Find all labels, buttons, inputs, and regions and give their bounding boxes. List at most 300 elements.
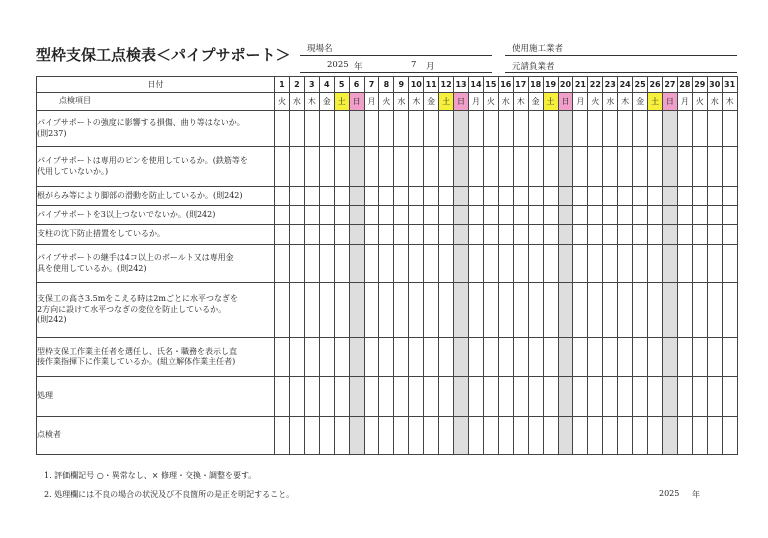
check-cell[interactable]	[633, 147, 648, 187]
check-cell[interactable]	[588, 338, 603, 377]
check-cell[interactable]	[588, 111, 603, 147]
check-cell[interactable]	[528, 377, 543, 417]
check-cell[interactable]	[558, 417, 573, 455]
check-cell[interactable]	[603, 225, 618, 245]
check-cell[interactable]	[588, 206, 603, 225]
check-cell[interactable]	[528, 283, 543, 338]
check-cell[interactable]	[334, 338, 349, 377]
check-cell[interactable]	[618, 111, 633, 147]
check-cell[interactable]	[349, 147, 364, 187]
check-cell[interactable]	[439, 147, 454, 187]
check-cell[interactable]	[364, 417, 379, 455]
check-cell[interactable]	[573, 225, 588, 245]
check-cell[interactable]	[468, 377, 483, 417]
check-cell[interactable]	[573, 283, 588, 338]
check-cell[interactable]	[349, 206, 364, 225]
check-cell[interactable]	[648, 377, 663, 417]
check-cell[interactable]	[454, 111, 469, 147]
check-cell[interactable]	[349, 417, 364, 455]
check-cell[interactable]	[289, 338, 304, 377]
check-cell[interactable]	[304, 283, 319, 338]
check-cell[interactable]	[364, 147, 379, 187]
check-cell[interactable]	[573, 245, 588, 283]
check-cell[interactable]	[707, 245, 722, 283]
check-cell[interactable]	[379, 111, 394, 147]
check-cell[interactable]	[498, 187, 513, 206]
check-cell[interactable]	[707, 338, 722, 377]
check-cell[interactable]	[409, 417, 424, 455]
check-cell[interactable]	[588, 245, 603, 283]
check-cell[interactable]	[349, 187, 364, 206]
check-cell[interactable]	[722, 225, 737, 245]
check-cell[interactable]	[692, 206, 707, 225]
check-cell[interactable]	[543, 187, 558, 206]
check-cell[interactable]	[334, 377, 349, 417]
check-cell[interactable]	[483, 206, 498, 225]
check-cell[interactable]	[394, 245, 409, 283]
check-cell[interactable]	[424, 245, 439, 283]
check-cell[interactable]	[707, 377, 722, 417]
check-cell[interactable]	[379, 147, 394, 187]
check-cell[interactable]	[573, 377, 588, 417]
check-cell[interactable]	[677, 417, 692, 455]
check-cell[interactable]	[334, 283, 349, 338]
check-cell[interactable]	[439, 111, 454, 147]
check-cell[interactable]	[275, 187, 290, 206]
check-cell[interactable]	[528, 338, 543, 377]
check-cell[interactable]	[364, 225, 379, 245]
check-cell[interactable]	[275, 225, 290, 245]
check-cell[interactable]	[349, 245, 364, 283]
check-cell[interactable]	[588, 147, 603, 187]
check-cell[interactable]	[275, 338, 290, 377]
check-cell[interactable]	[379, 206, 394, 225]
check-cell[interactable]	[633, 417, 648, 455]
check-cell[interactable]	[677, 377, 692, 417]
check-cell[interactable]	[364, 245, 379, 283]
check-cell[interactable]	[722, 245, 737, 283]
check-cell[interactable]	[349, 225, 364, 245]
check-cell[interactable]	[528, 206, 543, 225]
check-cell[interactable]	[662, 377, 677, 417]
check-cell[interactable]	[483, 245, 498, 283]
check-cell[interactable]	[677, 338, 692, 377]
check-cell[interactable]	[319, 338, 334, 377]
check-cell[interactable]	[275, 283, 290, 338]
check-cell[interactable]	[394, 417, 409, 455]
check-cell[interactable]	[648, 417, 663, 455]
check-cell[interactable]	[364, 283, 379, 338]
check-cell[interactable]	[483, 187, 498, 206]
check-cell[interactable]	[528, 111, 543, 147]
check-cell[interactable]	[722, 187, 737, 206]
check-cell[interactable]	[558, 245, 573, 283]
check-cell[interactable]	[662, 111, 677, 147]
check-cell[interactable]	[439, 225, 454, 245]
check-cell[interactable]	[379, 245, 394, 283]
check-cell[interactable]	[513, 245, 528, 283]
check-cell[interactable]	[289, 225, 304, 245]
check-cell[interactable]	[394, 187, 409, 206]
check-cell[interactable]	[692, 377, 707, 417]
check-cell[interactable]	[662, 187, 677, 206]
check-cell[interactable]	[304, 147, 319, 187]
check-cell[interactable]	[424, 417, 439, 455]
check-cell[interactable]	[424, 377, 439, 417]
check-cell[interactable]	[289, 283, 304, 338]
check-cell[interactable]	[692, 338, 707, 377]
check-cell[interactable]	[468, 206, 483, 225]
check-cell[interactable]	[364, 206, 379, 225]
check-cell[interactable]	[618, 377, 633, 417]
check-cell[interactable]	[558, 111, 573, 147]
check-cell[interactable]	[498, 206, 513, 225]
check-cell[interactable]	[618, 283, 633, 338]
check-cell[interactable]	[722, 283, 737, 338]
check-cell[interactable]	[618, 417, 633, 455]
check-cell[interactable]	[603, 245, 618, 283]
check-cell[interactable]	[677, 206, 692, 225]
check-cell[interactable]	[543, 225, 558, 245]
check-cell[interactable]	[468, 338, 483, 377]
check-cell[interactable]	[319, 417, 334, 455]
check-cell[interactable]	[379, 187, 394, 206]
check-cell[interactable]	[543, 206, 558, 225]
check-cell[interactable]	[468, 147, 483, 187]
check-cell[interactable]	[334, 245, 349, 283]
check-cell[interactable]	[275, 111, 290, 147]
check-cell[interactable]	[483, 111, 498, 147]
check-cell[interactable]	[558, 283, 573, 338]
check-cell[interactable]	[334, 187, 349, 206]
check-cell[interactable]	[618, 225, 633, 245]
check-cell[interactable]	[275, 147, 290, 187]
check-cell[interactable]	[304, 417, 319, 455]
check-cell[interactable]	[558, 338, 573, 377]
check-cell[interactable]	[394, 147, 409, 187]
check-cell[interactable]	[498, 111, 513, 147]
check-cell[interactable]	[439, 245, 454, 283]
check-cell[interactable]	[528, 417, 543, 455]
check-cell[interactable]	[439, 377, 454, 417]
check-cell[interactable]	[289, 206, 304, 225]
check-cell[interactable]	[573, 206, 588, 225]
check-cell[interactable]	[588, 417, 603, 455]
check-cell[interactable]	[349, 377, 364, 417]
check-cell[interactable]	[483, 377, 498, 417]
check-cell[interactable]	[573, 147, 588, 187]
check-cell[interactable]	[707, 417, 722, 455]
check-cell[interactable]	[707, 147, 722, 187]
check-cell[interactable]	[707, 111, 722, 147]
check-cell[interactable]	[394, 338, 409, 377]
check-cell[interactable]	[722, 338, 737, 377]
check-cell[interactable]	[513, 111, 528, 147]
check-cell[interactable]	[319, 206, 334, 225]
check-cell[interactable]	[648, 206, 663, 225]
check-cell[interactable]	[618, 187, 633, 206]
check-cell[interactable]	[722, 377, 737, 417]
check-cell[interactable]	[543, 111, 558, 147]
check-cell[interactable]	[588, 187, 603, 206]
check-cell[interactable]	[722, 147, 737, 187]
check-cell[interactable]	[439, 187, 454, 206]
check-cell[interactable]	[394, 225, 409, 245]
check-cell[interactable]	[319, 377, 334, 417]
check-cell[interactable]	[677, 187, 692, 206]
check-cell[interactable]	[588, 377, 603, 417]
check-cell[interactable]	[722, 206, 737, 225]
check-cell[interactable]	[648, 245, 663, 283]
check-cell[interactable]	[468, 225, 483, 245]
check-cell[interactable]	[304, 187, 319, 206]
check-cell[interactable]	[409, 187, 424, 206]
check-cell[interactable]	[558, 225, 573, 245]
check-cell[interactable]	[498, 338, 513, 377]
check-cell[interactable]	[349, 338, 364, 377]
check-cell[interactable]	[513, 338, 528, 377]
check-cell[interactable]	[722, 111, 737, 147]
check-cell[interactable]	[289, 245, 304, 283]
check-cell[interactable]	[588, 225, 603, 245]
check-cell[interactable]	[409, 147, 424, 187]
check-cell[interactable]	[498, 283, 513, 338]
check-cell[interactable]	[662, 283, 677, 338]
check-cell[interactable]	[662, 206, 677, 225]
check-cell[interactable]	[439, 283, 454, 338]
check-cell[interactable]	[275, 417, 290, 455]
check-cell[interactable]	[454, 338, 469, 377]
check-cell[interactable]	[528, 147, 543, 187]
check-cell[interactable]	[603, 283, 618, 338]
check-cell[interactable]	[319, 225, 334, 245]
check-cell[interactable]	[409, 338, 424, 377]
check-cell[interactable]	[543, 417, 558, 455]
check-cell[interactable]	[468, 283, 483, 338]
check-cell[interactable]	[513, 147, 528, 187]
check-cell[interactable]	[409, 206, 424, 225]
check-cell[interactable]	[603, 377, 618, 417]
check-cell[interactable]	[618, 245, 633, 283]
check-cell[interactable]	[468, 111, 483, 147]
check-cell[interactable]	[633, 377, 648, 417]
check-cell[interactable]	[498, 417, 513, 455]
check-cell[interactable]	[543, 338, 558, 377]
check-cell[interactable]	[304, 245, 319, 283]
check-cell[interactable]	[573, 187, 588, 206]
check-cell[interactable]	[618, 147, 633, 187]
check-cell[interactable]	[528, 245, 543, 283]
check-cell[interactable]	[439, 338, 454, 377]
check-cell[interactable]	[289, 377, 304, 417]
check-cell[interactable]	[558, 147, 573, 187]
check-cell[interactable]	[319, 245, 334, 283]
check-cell[interactable]	[454, 225, 469, 245]
check-cell[interactable]	[364, 377, 379, 417]
check-cell[interactable]	[334, 206, 349, 225]
check-cell[interactable]	[289, 417, 304, 455]
check-cell[interactable]	[558, 187, 573, 206]
check-cell[interactable]	[633, 111, 648, 147]
check-cell[interactable]	[618, 338, 633, 377]
check-cell[interactable]	[424, 225, 439, 245]
check-cell[interactable]	[543, 283, 558, 338]
check-cell[interactable]	[633, 283, 648, 338]
check-cell[interactable]	[334, 417, 349, 455]
check-cell[interactable]	[677, 225, 692, 245]
check-cell[interactable]	[454, 206, 469, 225]
check-cell[interactable]	[662, 245, 677, 283]
check-cell[interactable]	[424, 338, 439, 377]
check-cell[interactable]	[633, 206, 648, 225]
check-cell[interactable]	[483, 338, 498, 377]
check-cell[interactable]	[513, 377, 528, 417]
check-cell[interactable]	[528, 187, 543, 206]
check-cell[interactable]	[289, 147, 304, 187]
check-cell[interactable]	[379, 338, 394, 377]
check-cell[interactable]	[513, 225, 528, 245]
check-cell[interactable]	[603, 187, 618, 206]
check-cell[interactable]	[662, 417, 677, 455]
check-cell[interactable]	[379, 417, 394, 455]
check-cell[interactable]	[573, 111, 588, 147]
check-cell[interactable]	[707, 187, 722, 206]
check-cell[interactable]	[707, 225, 722, 245]
check-cell[interactable]	[483, 147, 498, 187]
check-cell[interactable]	[304, 225, 319, 245]
check-cell[interactable]	[289, 187, 304, 206]
check-cell[interactable]	[364, 187, 379, 206]
check-cell[interactable]	[394, 206, 409, 225]
check-cell[interactable]	[483, 225, 498, 245]
check-cell[interactable]	[573, 417, 588, 455]
check-cell[interactable]	[513, 283, 528, 338]
check-cell[interactable]	[662, 225, 677, 245]
check-cell[interactable]	[379, 377, 394, 417]
check-cell[interactable]	[424, 147, 439, 187]
check-cell[interactable]	[468, 245, 483, 283]
check-cell[interactable]	[648, 283, 663, 338]
check-cell[interactable]	[692, 147, 707, 187]
check-cell[interactable]	[319, 147, 334, 187]
check-cell[interactable]	[454, 283, 469, 338]
check-cell[interactable]	[707, 283, 722, 338]
check-cell[interactable]	[603, 417, 618, 455]
check-cell[interactable]	[424, 206, 439, 225]
check-cell[interactable]	[275, 377, 290, 417]
check-cell[interactable]	[468, 417, 483, 455]
check-cell[interactable]	[334, 111, 349, 147]
check-cell[interactable]	[707, 206, 722, 225]
check-cell[interactable]	[304, 206, 319, 225]
check-cell[interactable]	[424, 187, 439, 206]
check-cell[interactable]	[633, 225, 648, 245]
check-cell[interactable]	[409, 245, 424, 283]
check-cell[interactable]	[483, 283, 498, 338]
check-cell[interactable]	[409, 283, 424, 338]
check-cell[interactable]	[319, 187, 334, 206]
check-cell[interactable]	[648, 225, 663, 245]
check-cell[interactable]	[304, 111, 319, 147]
check-cell[interactable]	[349, 111, 364, 147]
check-cell[interactable]	[409, 225, 424, 245]
check-cell[interactable]	[692, 245, 707, 283]
check-cell[interactable]	[543, 147, 558, 187]
check-cell[interactable]	[483, 417, 498, 455]
check-cell[interactable]	[394, 377, 409, 417]
check-cell[interactable]	[648, 338, 663, 377]
check-cell[interactable]	[409, 111, 424, 147]
check-cell[interactable]	[558, 206, 573, 225]
check-cell[interactable]	[692, 283, 707, 338]
check-cell[interactable]	[648, 147, 663, 187]
check-cell[interactable]	[498, 225, 513, 245]
check-cell[interactable]	[692, 417, 707, 455]
check-cell[interactable]	[364, 338, 379, 377]
check-cell[interactable]	[304, 338, 319, 377]
check-cell[interactable]	[468, 187, 483, 206]
check-cell[interactable]	[662, 147, 677, 187]
check-cell[interactable]	[379, 283, 394, 338]
check-cell[interactable]	[513, 187, 528, 206]
check-cell[interactable]	[677, 111, 692, 147]
check-cell[interactable]	[275, 245, 290, 283]
check-cell[interactable]	[528, 225, 543, 245]
check-cell[interactable]	[334, 147, 349, 187]
check-cell[interactable]	[513, 206, 528, 225]
check-cell[interactable]	[677, 245, 692, 283]
check-cell[interactable]	[677, 147, 692, 187]
check-cell[interactable]	[334, 225, 349, 245]
check-cell[interactable]	[618, 206, 633, 225]
check-cell[interactable]	[603, 147, 618, 187]
check-cell[interactable]	[454, 377, 469, 417]
check-cell[interactable]	[692, 111, 707, 147]
check-cell[interactable]	[275, 206, 290, 225]
check-cell[interactable]	[454, 417, 469, 455]
check-cell[interactable]	[498, 147, 513, 187]
check-cell[interactable]	[319, 111, 334, 147]
check-cell[interactable]	[349, 283, 364, 338]
check-cell[interactable]	[454, 147, 469, 187]
check-cell[interactable]	[722, 417, 737, 455]
check-cell[interactable]	[543, 245, 558, 283]
check-cell[interactable]	[648, 187, 663, 206]
check-cell[interactable]	[692, 187, 707, 206]
check-cell[interactable]	[454, 187, 469, 206]
check-cell[interactable]	[677, 283, 692, 338]
check-cell[interactable]	[603, 206, 618, 225]
check-cell[interactable]	[543, 377, 558, 417]
check-cell[interactable]	[498, 245, 513, 283]
check-cell[interactable]	[648, 111, 663, 147]
check-cell[interactable]	[513, 417, 528, 455]
check-cell[interactable]	[633, 338, 648, 377]
check-cell[interactable]	[409, 377, 424, 417]
check-cell[interactable]	[364, 111, 379, 147]
check-cell[interactable]	[573, 338, 588, 377]
check-cell[interactable]	[633, 245, 648, 283]
check-cell[interactable]	[289, 111, 304, 147]
check-cell[interactable]	[424, 283, 439, 338]
check-cell[interactable]	[498, 377, 513, 417]
check-cell[interactable]	[558, 377, 573, 417]
check-cell[interactable]	[394, 283, 409, 338]
check-cell[interactable]	[319, 283, 334, 338]
check-cell[interactable]	[439, 417, 454, 455]
check-cell[interactable]	[454, 245, 469, 283]
check-cell[interactable]	[603, 111, 618, 147]
